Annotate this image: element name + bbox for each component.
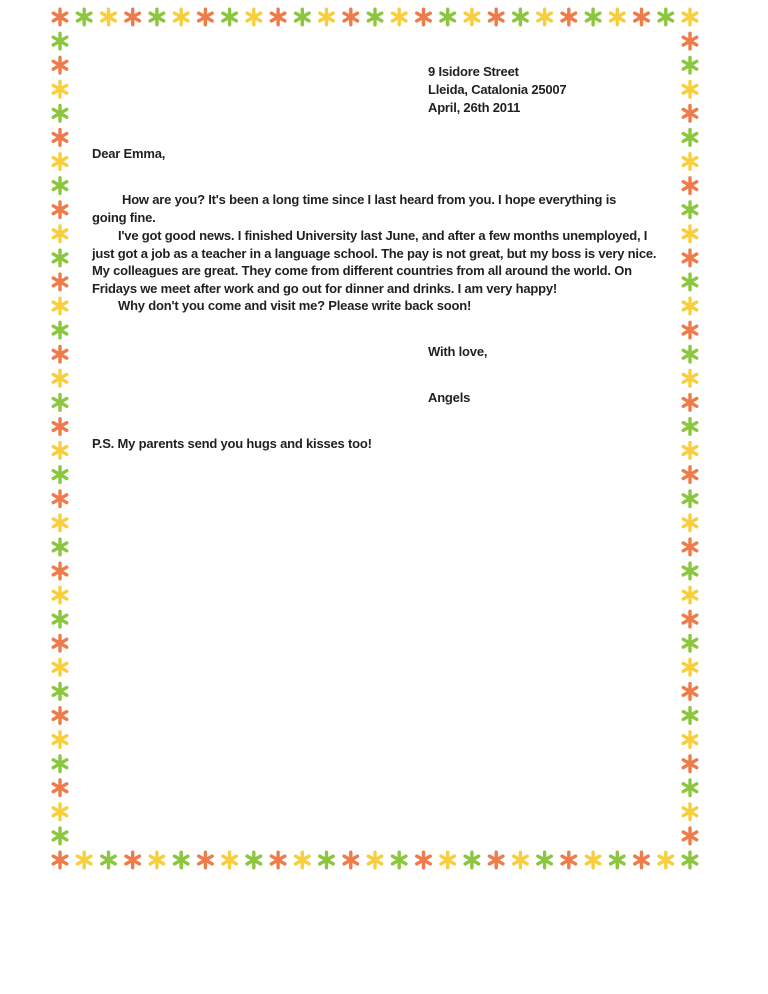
asterisk-flower-icon bbox=[584, 8, 602, 27]
asterisk-flower-icon bbox=[75, 851, 93, 870]
asterisk-flower-icon bbox=[124, 8, 142, 27]
asterisk-flower-icon bbox=[536, 851, 554, 870]
asterisk-flower-icon bbox=[681, 8, 699, 27]
asterisk-flower-icon bbox=[681, 104, 699, 123]
asterisk-flower-icon bbox=[51, 297, 69, 316]
address-street: 9 Isidore Street bbox=[428, 64, 519, 79]
signature: Angels bbox=[428, 390, 471, 405]
asterisk-flower-icon bbox=[681, 586, 699, 605]
closing: With love, bbox=[428, 344, 488, 359]
asterisk-flower-icon bbox=[124, 851, 142, 870]
asterisk-flower-icon bbox=[51, 826, 69, 845]
asterisk-flower-icon bbox=[608, 8, 626, 27]
asterisk-flower-icon bbox=[657, 851, 675, 870]
asterisk-flower-icon bbox=[51, 8, 69, 27]
asterisk-flower-icon bbox=[245, 8, 263, 27]
asterisk-flower-icon bbox=[632, 851, 650, 870]
asterisk-flower-icon bbox=[51, 562, 69, 581]
paragraph-line: How are you? It's been a long time since I last heard from you. I hope everything is bbox=[122, 192, 617, 207]
asterisk-flower-icon bbox=[99, 851, 117, 870]
asterisk-flower-icon bbox=[51, 32, 69, 51]
asterisk-flower-icon bbox=[317, 8, 335, 27]
asterisk-flower-icon bbox=[51, 802, 69, 821]
asterisk-flower-icon bbox=[51, 706, 69, 725]
asterisk-flower-icon bbox=[681, 802, 699, 821]
salutation: Dear Emma, bbox=[92, 146, 166, 161]
asterisk-flower-icon bbox=[51, 537, 69, 556]
asterisk-flower-icon bbox=[172, 851, 190, 870]
asterisk-flower-icon bbox=[51, 152, 69, 171]
asterisk-flower-icon bbox=[463, 8, 481, 27]
asterisk-flower-icon bbox=[342, 851, 360, 870]
asterisk-flower-icon bbox=[681, 128, 699, 147]
asterisk-flower-icon bbox=[51, 248, 69, 267]
asterisk-flower-icon bbox=[51, 224, 69, 243]
asterisk-flower-icon bbox=[51, 586, 69, 605]
asterisk-flower-icon bbox=[51, 754, 69, 773]
asterisk-flower-icon bbox=[221, 8, 239, 27]
address-city: Lleida, Catalonia 25007 bbox=[428, 82, 567, 97]
asterisk-flower-icon bbox=[681, 441, 699, 460]
asterisk-flower-icon bbox=[463, 851, 481, 870]
asterisk-flower-icon bbox=[681, 537, 699, 556]
asterisk-flower-icon bbox=[51, 104, 69, 123]
asterisk-flower-icon bbox=[681, 393, 699, 412]
asterisk-flower-icon bbox=[51, 658, 69, 677]
asterisk-flower-icon bbox=[439, 851, 457, 870]
asterisk-flower-icon bbox=[681, 658, 699, 677]
asterisk-flower-icon bbox=[75, 8, 93, 27]
asterisk-flower-icon bbox=[172, 8, 190, 27]
asterisk-flower-icon bbox=[511, 851, 529, 870]
asterisk-flower-icon bbox=[51, 778, 69, 797]
asterisk-flower-icon bbox=[681, 826, 699, 845]
asterisk-flower-icon bbox=[51, 682, 69, 701]
asterisk-flower-icon bbox=[681, 32, 699, 51]
asterisk-flower-icon bbox=[681, 610, 699, 629]
paragraph-line: Why don't you come and visit me? Please write back soon! bbox=[118, 298, 472, 313]
asterisk-flower-icon bbox=[196, 8, 214, 27]
asterisk-flower-icon bbox=[390, 851, 408, 870]
asterisk-flower-icon bbox=[51, 513, 69, 532]
asterisk-flower-icon bbox=[51, 610, 69, 629]
asterisk-flower-icon bbox=[51, 56, 69, 75]
asterisk-flower-icon bbox=[681, 489, 699, 508]
asterisk-flower-icon bbox=[148, 8, 166, 27]
asterisk-flower-icon bbox=[245, 851, 263, 870]
asterisk-flower-icon bbox=[414, 8, 432, 27]
asterisk-flower-icon bbox=[51, 369, 69, 388]
asterisk-flower-icon bbox=[681, 851, 699, 870]
asterisk-flower-icon bbox=[51, 441, 69, 460]
paragraph-line: I've got good news. I finished University last June, and after a few months unemployed, I bbox=[118, 228, 648, 243]
asterisk-flower-icon bbox=[560, 8, 578, 27]
asterisk-flower-icon bbox=[51, 417, 69, 436]
asterisk-flower-icon bbox=[439, 8, 457, 27]
asterisk-flower-icon bbox=[681, 80, 699, 99]
asterisk-flower-icon bbox=[51, 634, 69, 653]
body-paragraph-3 bbox=[92, 297, 471, 315]
asterisk-flower-icon bbox=[51, 128, 69, 147]
asterisk-flower-icon bbox=[293, 851, 311, 870]
paragraph-line: Fridays we meet after work and go out for dinner and drinks. I am very happy! bbox=[92, 280, 557, 296]
asterisk-flower-icon bbox=[681, 176, 699, 195]
paragraph-line: going fine. bbox=[92, 209, 156, 225]
asterisk-flower-icon bbox=[342, 8, 360, 27]
asterisk-flower-icon bbox=[681, 56, 699, 75]
asterisk-flower-icon bbox=[51, 393, 69, 412]
asterisk-flower-icon bbox=[681, 272, 699, 291]
asterisk-flower-icon bbox=[51, 176, 69, 195]
asterisk-flower-icon bbox=[487, 8, 505, 27]
asterisk-flower-icon bbox=[681, 417, 699, 436]
asterisk-flower-icon bbox=[681, 634, 699, 653]
asterisk-flower-icon bbox=[51, 321, 69, 340]
asterisk-flower-icon bbox=[148, 851, 166, 870]
paragraph-line: just got a job as a teacher in a language school. The pay is not great, but my boss is very nice. bbox=[92, 245, 657, 261]
letter-date: April, 26th 2011 bbox=[428, 100, 521, 115]
asterisk-flower-icon bbox=[681, 682, 699, 701]
asterisk-flower-icon bbox=[681, 730, 699, 749]
asterisk-flower-icon bbox=[51, 851, 69, 870]
asterisk-flower-icon bbox=[681, 465, 699, 484]
asterisk-flower-icon bbox=[51, 200, 69, 219]
asterisk-flower-icon bbox=[681, 152, 699, 171]
asterisk-flower-icon bbox=[511, 8, 529, 27]
asterisk-flower-icon bbox=[51, 345, 69, 364]
asterisk-flower-icon bbox=[608, 851, 626, 870]
asterisk-flower-icon bbox=[681, 224, 699, 243]
asterisk-flower-icon bbox=[536, 8, 554, 27]
asterisk-flower-icon bbox=[221, 851, 239, 870]
asterisk-flower-icon bbox=[632, 8, 650, 27]
asterisk-flower-icon bbox=[681, 248, 699, 267]
asterisk-flower-icon bbox=[681, 345, 699, 364]
asterisk-flower-icon bbox=[681, 321, 699, 340]
sender-address bbox=[428, 63, 566, 117]
asterisk-flower-icon bbox=[269, 8, 287, 27]
asterisk-flower-icon bbox=[681, 562, 699, 581]
asterisk-flower-icon bbox=[51, 272, 69, 291]
asterisk-flower-icon bbox=[196, 851, 214, 870]
body-paragraph-1 bbox=[92, 191, 616, 226]
asterisk-flower-icon bbox=[366, 851, 384, 870]
body-paragraph-2 bbox=[92, 227, 656, 297]
asterisk-flower-icon bbox=[414, 851, 432, 870]
asterisk-flower-icon bbox=[51, 489, 69, 508]
asterisk-flower-icon bbox=[681, 778, 699, 797]
asterisk-flower-icon bbox=[317, 851, 335, 870]
asterisk-flower-icon bbox=[99, 8, 117, 27]
asterisk-flower-icon bbox=[681, 369, 699, 388]
asterisk-flower-icon bbox=[681, 754, 699, 773]
asterisk-flower-icon bbox=[366, 8, 384, 27]
asterisk-flower-icon bbox=[681, 706, 699, 725]
asterisk-flower-icon bbox=[487, 851, 505, 870]
asterisk-flower-icon bbox=[293, 8, 311, 27]
asterisk-flower-icon bbox=[51, 730, 69, 749]
asterisk-flower-icon bbox=[681, 200, 699, 219]
paragraph-line: My colleagues are great. They come from different countries from all around the world. On bbox=[92, 263, 632, 279]
asterisk-flower-icon bbox=[584, 851, 602, 870]
asterisk-flower-icon bbox=[269, 851, 287, 870]
asterisk-flower-icon bbox=[51, 80, 69, 99]
asterisk-flower-icon bbox=[681, 297, 699, 316]
asterisk-flower-icon bbox=[560, 851, 578, 870]
asterisk-flower-icon bbox=[681, 513, 699, 532]
postscript: P.S. My parents send you hugs and kisses too! bbox=[92, 436, 372, 451]
asterisk-flower-icon bbox=[390, 8, 408, 27]
asterisk-flower-icon bbox=[51, 465, 69, 484]
asterisk-flower-icon bbox=[657, 8, 675, 27]
